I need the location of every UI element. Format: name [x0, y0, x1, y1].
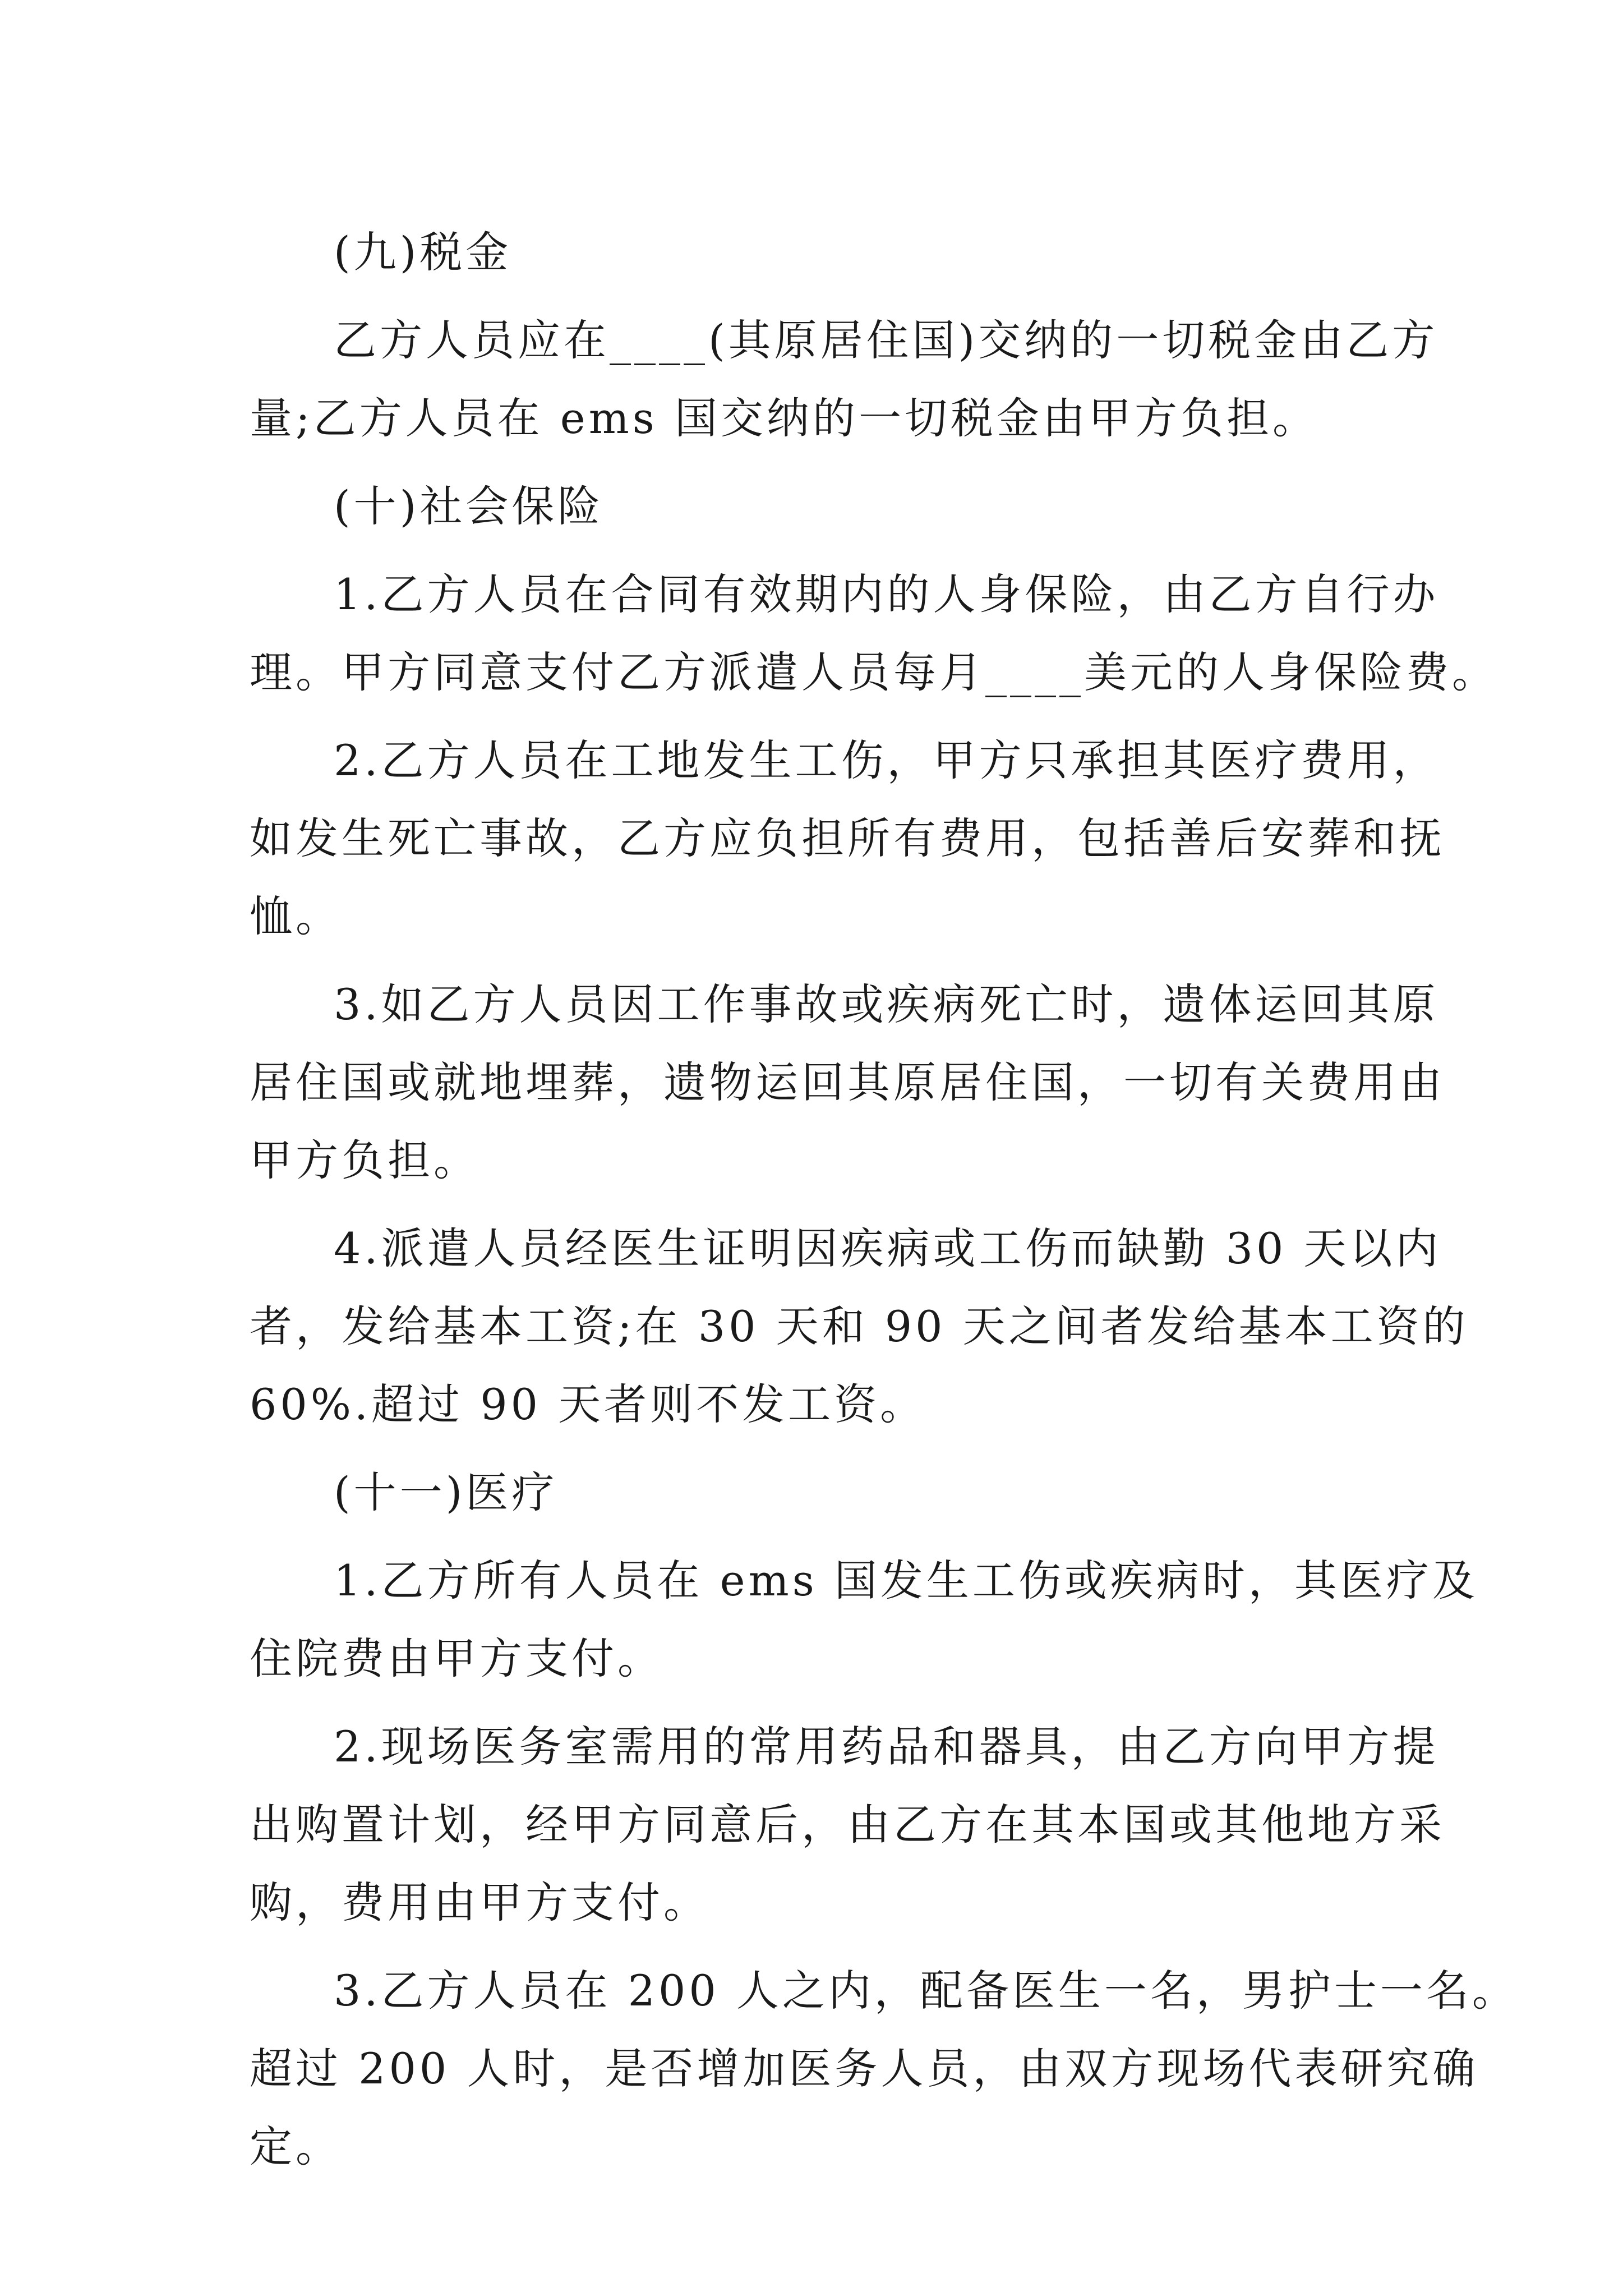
paragraph-line: 4.派遣人员经医生证明因疾病或工伤而缺勤 30 天以内 — [334, 1223, 1442, 1273]
paragraph-line: 1.乙方人员在合同有效期内的人身保险，由乙方自行办 — [334, 569, 1439, 619]
paragraph-line: 住院费由甲方支付。 — [250, 1634, 663, 1683]
paragraph-line: 者，发给基本工资;在 30 天和 90 天之间者发给基本工资的 — [250, 1301, 1469, 1351]
paragraph-line: 如发生死亡事故，乙方应负担所有费用，包括善后安葬和抚 — [250, 813, 1445, 863]
section-medical — [250, 1453, 1518, 2185]
paragraph-line: 超过 200 人时，是否增加医务人员，由双方现场代表研究确 — [250, 2044, 1479, 2093]
paragraph — [250, 1209, 1469, 1443]
paragraph-line: 恤。 — [250, 891, 342, 941]
paragraph-line: 购，费用由甲方支付。 — [250, 1878, 709, 1927]
paragraph-line: 甲方负担。 — [250, 1135, 479, 1185]
paragraph-line: 1.乙方所有人员在 ems 国发生工伤或疾病时，其医疗及 — [334, 1556, 1478, 1605]
paragraph-line: 量;乙方人员在 ems 国交纳的一切税金由甲方负担。 — [250, 393, 1318, 443]
paragraph — [250, 301, 1438, 457]
paragraph-line: 出购置计划，经甲方同意后，由乙方在其本国或其他地方采 — [250, 1800, 1445, 1849]
paragraph-line: 60%.超过 90 天者则不发工资。 — [250, 1379, 926, 1429]
paragraph — [250, 1542, 1478, 1697]
paragraph-line: 理。甲方同意支付乙方派遣人员每月____美元的人身保险费。 — [250, 647, 1498, 697]
paragraph-line: 2.现场医务室需用的常用药品和器具，由乙方向甲方提 — [334, 1722, 1439, 1772]
paragraph-line: 乙方人员应在____(其原居住国)交纳的一切税金由乙方 — [334, 315, 1438, 365]
document-body — [250, 213, 1518, 2185]
paragraph — [250, 965, 1445, 1199]
section-heading: (九)税金 — [334, 227, 512, 277]
paragraph-line: 2.乙方人员在工地发生工伤，甲方只承担其医疗费用， — [334, 735, 1439, 785]
paragraph — [250, 1952, 1518, 2185]
paragraph-line: 3.乙方人员在 200 人之内，配备医生一名，男护士一名。 — [334, 1966, 1518, 2016]
section-heading: (十一)医疗 — [334, 1467, 558, 1517]
paragraph — [250, 721, 1445, 955]
section-social-insurance — [250, 467, 1498, 1443]
section-heading: (十)社会保险 — [334, 481, 604, 531]
paragraph — [250, 1708, 1445, 1941]
paragraph-line: 3.如乙方人员因工作事故或疾病死亡时，遗体运回其原 — [334, 979, 1439, 1029]
paragraph — [250, 555, 1498, 711]
section-tax — [250, 213, 1438, 457]
paragraph-line: 定。 — [250, 2122, 342, 2171]
paragraph-line: 居住国或就地埋葬，遗物运回其原居住国，一切有关费用由 — [250, 1057, 1445, 1107]
